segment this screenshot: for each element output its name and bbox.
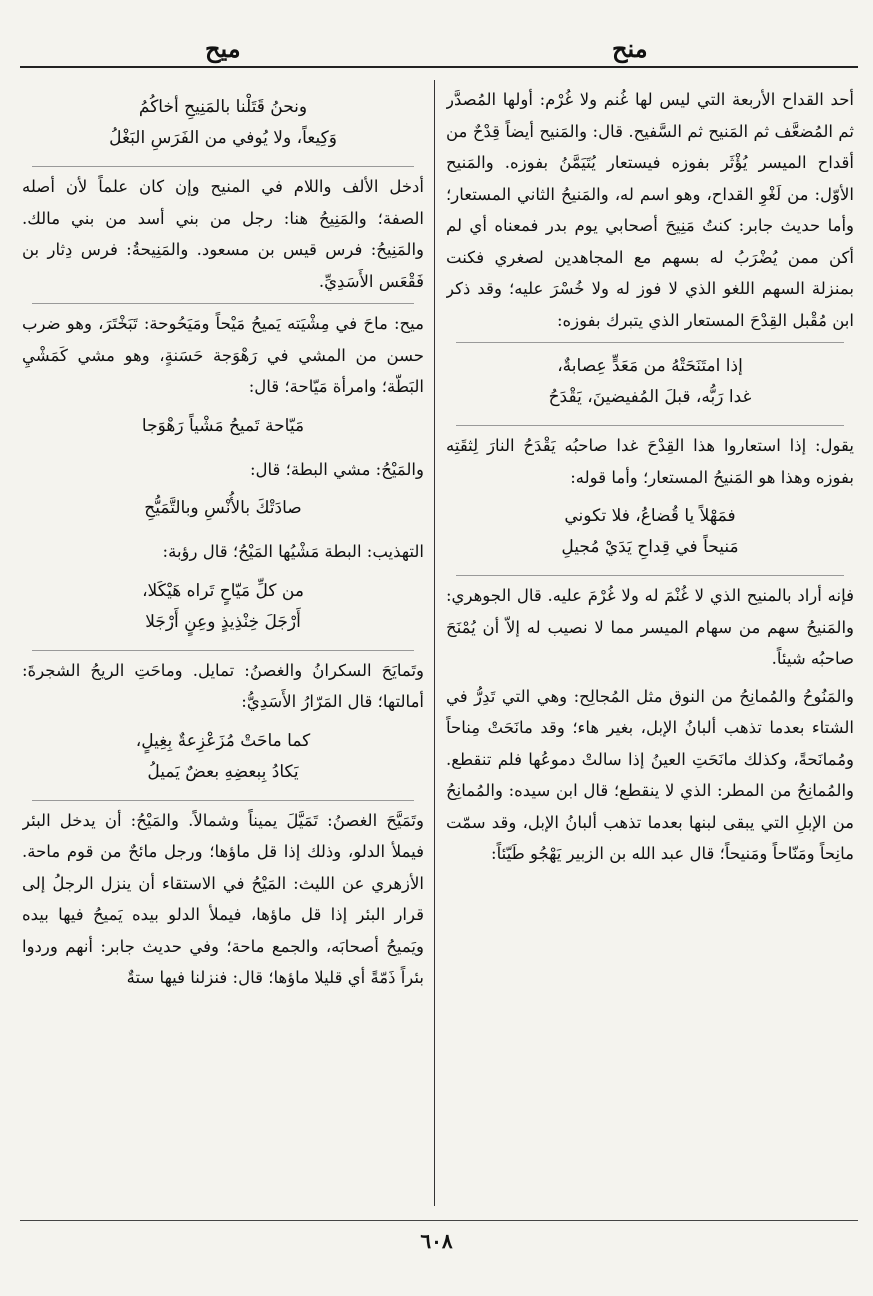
verse	[446, 501, 854, 563]
verse	[22, 726, 424, 788]
verse	[22, 493, 424, 524]
paragraph: التهذيب: البطة مَشْيُها المَيْحُ؛ قال رؤبة:	[162, 542, 424, 561]
verse	[22, 92, 424, 154]
verse-line: غدا رَبُّه، قبلَ المُفيضينَ، يَقْدَحُ	[548, 387, 752, 407]
separator	[32, 166, 414, 167]
paragraph: والمَنُوحُ والمُمانِحُ من النوق مثل المُجالِح: وهي التي تَدِرُّ في الشتاء بعدما تذهب ألبانُ الإبل، بغير هاء؛ وقد مانَحَتْ مِناحاً ومُمانَحةً، وكذلك مانَحَتِ العينُ إذا سالتْ دموعُها فلم تنقطع. والمُمانِحُ من المطر: الذي لا ينقطع؛ قال ابن سيده: والمُمانِحُ من الإبلِ التي يبقى لبنها بعدما تذهب ألبانُ الإبل، وقد سمّت مانِحاً ومَنّاحاً ومَنيحاً؛ قال عبد الله بن الزبير يَهْجُو طَيّئاً:	[446, 686, 854, 863]
page-header-left: ميح	[205, 34, 241, 63]
separator	[32, 800, 414, 801]
verse-line: فمَهْلاً يا قُضاعُ، فلا تكوني	[564, 506, 736, 526]
paragraph: وتَمَيَّحَ الغصنُ: تَمَيَّلَ يميناً وشمالاً. والمَيْحُ: أن يدخل البئر فيملأ الدلو، وذلك إذا قل ماؤها؛ ورجل مائحٌ من قوم ماحة. الأزهري عن الليث: المَيْحُ في الاستقاء أن ينزل الرجلُ إلى قرار البئر إذا قل ماؤها، فيملأ الدلو بيده يَميحُ فيها بيده ويَميحُ أصحابَه، والجمع ماحة؛ وفي حديث جابر: أنهم وردوا بئراً ذَمّةً أي قليلا ماؤها؛ قال: فنزلنا فيها ستةٌ	[22, 810, 424, 987]
entry-paragraph: ميح: ماحَ في مِشْيَته يَميحُ مَيْحاً ومَيَحُوحة: تَبَخْتَرَ، وهو ضرب حسن من المشي في رَهْوَجة حَسَنةٍ، وهو مشي كَمَشْيِ البَطّة؛ وامرأة مَيّاحة؛ قال:	[22, 314, 424, 396]
paragraph: يقول: إذا استعاروا هذا القِدْحَ غدا صاحبُه يَقْدَحُ النارَ لِثقَتِه بفوزه وهذا هو المَنيحُ المستعار؛ وأما قوله:	[446, 436, 854, 487]
verse-line: مَنيحاً في قِداحِ يَدَيْ مُجيلِ	[561, 537, 739, 557]
page-number: ٦٠٨	[420, 1229, 453, 1253]
separator	[32, 650, 414, 651]
verse	[446, 351, 854, 413]
right-column	[446, 84, 854, 1210]
separator	[32, 303, 414, 304]
verse-line: مَيّاحة تَميحُ مَشْياً رَهْوَجا	[141, 415, 305, 436]
verse-line: أَرْجَلَ خِنْذِيذٍ وعِنٍ أَرْجَلا	[145, 611, 301, 632]
paragraph: فإنه أراد بالمنيح الذي لا غُنْمَ له ولا غُرْمَ عليه. قال الجوهري: والمَنيحُ سهم من سهام الميسر مما لا نصيب له إلاّ أن يُمْنَحَ صاحبُه شيئاً.	[446, 586, 854, 668]
paragraph: وتَمايَحَ السكرانُ والغصنُ: تمايل. وماحَتِ الريحُ الشجرةَ: أمالتها؛ قال المَرّارُ الأَسَدِيُّ:	[22, 660, 424, 711]
page-header-right: منح	[612, 34, 648, 63]
paragraph: والمَيْحُ: مشي البطة؛ قال:	[249, 459, 424, 479]
paragraph: أدخل الألف واللام في المنيح وإن كان علماً لأن أصله الصفة؛ والمَنِيحُ هنا: رجل من بني أسد من بني مالك. والمَنِيحُ: فرس قيس بن مسعود. والمَنِيحةُ: فرس دِثار بن فَقْعَس الأَسَدِيِّ.	[22, 177, 424, 291]
separator	[456, 425, 844, 426]
verse-line: ونحنُ قَتَلْنا بالمَنِيحِ أخاكُمُ	[138, 97, 308, 117]
separator	[456, 575, 844, 576]
verse-line: من كلِّ مَيّاحٍ تَراه هَيْكَلا،	[142, 580, 304, 601]
column-divider	[434, 80, 435, 1206]
verse-line: وَكِيعاً، ولا يُوفي من الفَرَسِ البَغْلُ	[109, 128, 337, 148]
verse	[22, 411, 424, 442]
verse-line: يَكادُ بِبعضِهِ بعضٌ يَميلُ	[147, 761, 299, 782]
separator	[456, 342, 844, 343]
header-rule	[20, 66, 858, 68]
paragraph: أحد القداح الأربعة التي ليس لها غُنم ولا غُرْم: أولها المُصدَّر ثم المُضعَّف ثم المَنيح ثم السَّفيح. قال: والمَنيح أيضاً قِدْحٌ من أقداح الميسر يُؤْثَر بفوزه فيستعار يُتَيَمَّنُ بفوزه. والمَنيح الأوّل: من لَغْوِ القداح، وهو اسم له، والمَنيحُ الثاني المستعار؛ وأما حديث جابر: كنتُ مَنِيحَ أصحابي يوم بدر فمعناه أي لم أكن ممن يُضْرَبُ له بسهم مع المجاهدين لصغري فكنت بمنزلة السهم اللغو الذي لا فوز له ولا خُسْرَ عليه؛ وقد ذكر ابن مُقْبل القِدْحَ المستعار الذي يتبرك بفوزه:	[446, 90, 854, 330]
verse-line: إذا امتَنَحَتْهُ من مَعَدٍّ عِصابةٌ،	[557, 356, 743, 376]
left-column	[22, 84, 424, 1210]
footer-rule	[20, 1220, 858, 1221]
verse	[22, 576, 424, 638]
verse-line: صادَتْكَ بالأُنْسِ وبالتَّمَيُّحِ	[144, 498, 302, 518]
verse-line: كما ماحَتْ مُزَعْزِعةٌ بِغِيلٍ،	[135, 730, 311, 751]
